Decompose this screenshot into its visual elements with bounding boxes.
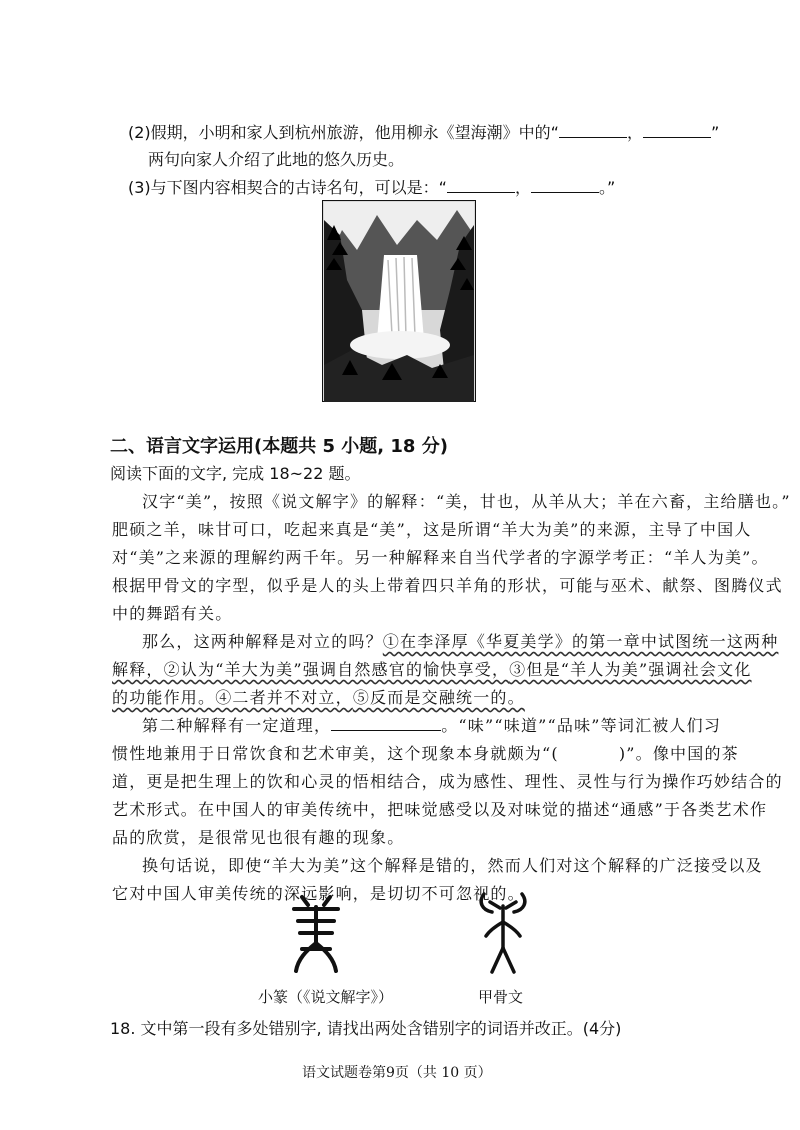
answer-blank[interactable] — [531, 178, 599, 193]
passage-line — [112, 657, 752, 680]
passage-line: 第二种解释有一定道理， 。“味”“味道”“品味”等词汇被人们习 — [142, 716, 722, 735]
wavy-underlined-sentence: ⑤反而是交融统一的。 — [352, 688, 525, 707]
question-2-line2: 两句向家人介绍了此地的悠久历史。 — [148, 150, 405, 169]
passage-line: 它对中国人审美传统的深远影响，是切切不可忽视的。 — [112, 884, 525, 903]
passage-line: 中的舞蹈有关。 — [112, 604, 233, 623]
answer-blank[interactable] — [331, 716, 441, 731]
passage-line — [112, 685, 525, 708]
answer-blank[interactable] — [559, 123, 627, 138]
wavy-underlined-sentence: ③但是“羊人为美”强调社会文化 — [509, 660, 752, 679]
wavy-underlined-sentence: 的功能作用。④二者并不对立， — [112, 688, 353, 707]
answer-blank[interactable] — [643, 123, 711, 138]
passage-line: 肥硕之羊，味甘可口，吃起来真是“美”，这是所谓“羊大为美”的来源，主导了中国人 — [112, 520, 752, 539]
passage-line: 根据甲骨文的字型，似乎是人的头上带着四只羊角的形状，可能与巫术、献祭、图腾仪式 — [112, 576, 783, 595]
jiaguwen-mei-glyph — [474, 888, 532, 976]
question-18: 18. 文中第一段有多处错别字, 请找出两处含错别字的词语并改正。(4分) — [110, 1019, 622, 1038]
jiaguwen-caption: 甲骨文 — [478, 988, 524, 1006]
xiaozhuan-mei-glyph — [288, 893, 344, 975]
passage-line: 艺术形式。在中国人的审美传统中，把味觉感受以及对味觉的描述“通感”于各类艺术作 — [112, 800, 768, 819]
passage-line: 换句话说，即使“羊大为美”这个解释是错的，然而人们对这个解释的广泛接受以及 — [142, 856, 763, 875]
section-intro: 阅读下面的文字, 完成 18~22 题。 — [110, 464, 361, 483]
waterfall-landscape-image — [322, 200, 476, 402]
passage-line: 道，更是把生理上的饮和心灵的悟相结合，成为感性、理性、灵性与行为操作巧妙结合的 — [112, 772, 783, 791]
question-3: (3)与下图内容相契合的古诗名句，可以是：“ ， 。” — [128, 178, 616, 197]
passage-line: 对“美”之来源的理解约两千年。另一种解释来自当代学者的字源学考正：“羊人为美”。 — [112, 548, 769, 567]
wavy-underlined-sentence: ①在李泽厚《华夏美学》的第一章中试图统一这两种 — [382, 632, 779, 651]
xiaozhuan-caption: 小篆（《说文解字》） — [258, 988, 394, 1006]
answer-blank[interactable] — [447, 178, 515, 193]
wavy-underlined-sentence: 解释，②认为“羊大为美”强调自然感官的愉快享受， — [112, 660, 510, 679]
page-footer: 语文试题卷第9页（共 10 页） — [302, 1065, 492, 1081]
passage-line: 汉字“美”，按照《说文解字》的解释：“美，甘也，从羊从大；羊在六畜，主给膳也。” — [142, 492, 791, 511]
passage-line: 惯性地兼用于日常饮食和艺术审美，这个现象本身就颇为“( )”。像中国的茶 — [112, 744, 739, 763]
question-2-line1: (2)假期，小明和家人到杭州旅游，他用柳永《望海潮》中的“ ， ” — [128, 123, 720, 142]
section-title: 二、语言文字运用(本题共 5 小题, 18 分) — [110, 436, 448, 457]
passage-line: 那么，这两种解释是对立的吗？①在李泽厚《华夏美学》的第一章中试图统一这两种 — [142, 632, 779, 651]
passage-line: 品的欣赏，是很常见也很有趣的现象。 — [112, 828, 405, 847]
